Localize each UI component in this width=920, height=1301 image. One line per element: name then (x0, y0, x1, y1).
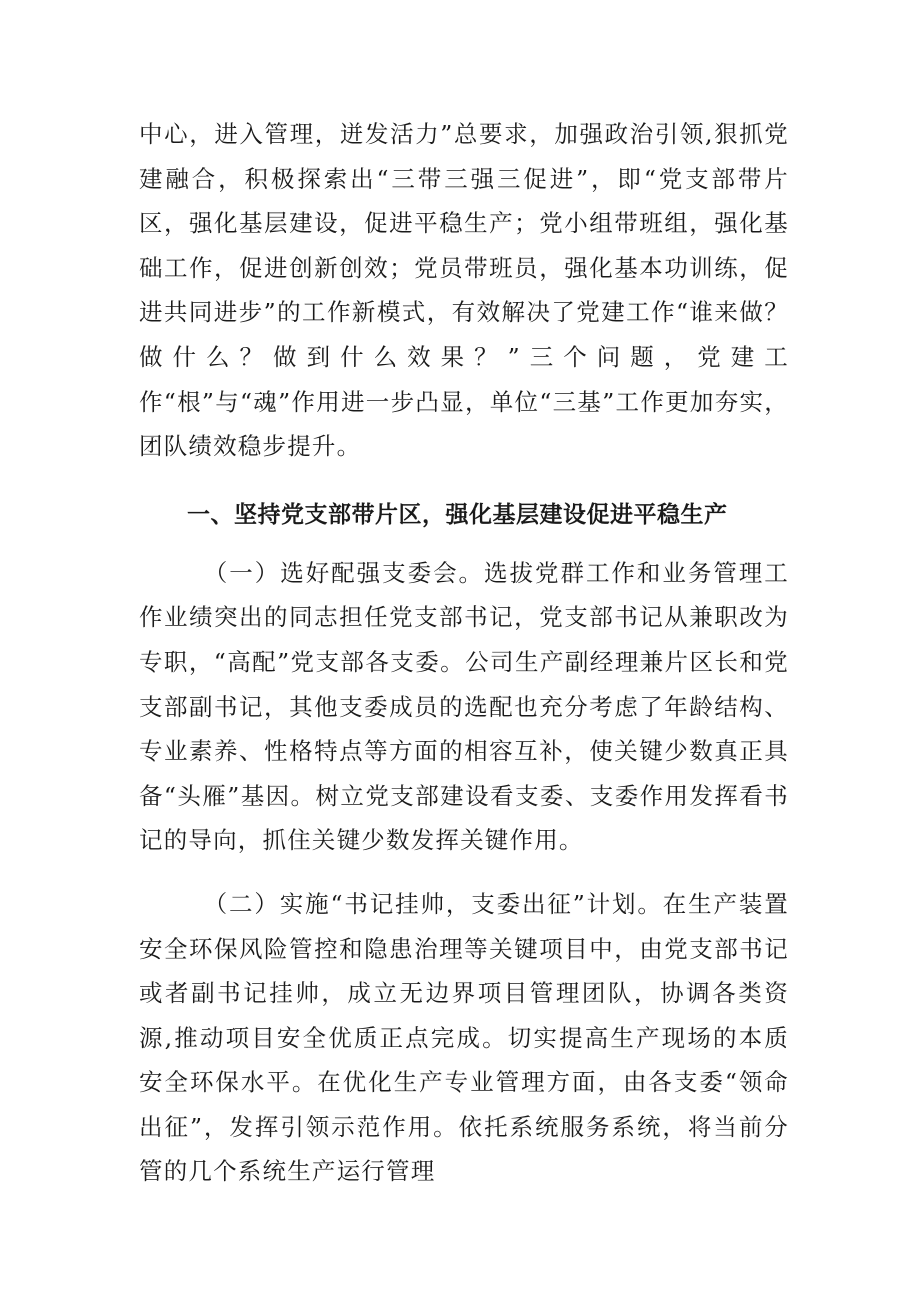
spacer (139, 863, 789, 882)
subsection-paragraph-2 (139, 882, 789, 1194)
document-body (139, 112, 789, 1194)
intro-paragraph: 中心，进入管理，迸发活力”总要求，加强政治引领,狠抓党建融合，积极探索出“三带三强三促进”，即“党支部带片区，强化基层建设，促进平稳生产；党小组带班组，强化基础工作，促进创新创效；党员带班员，强化基本功训练，促进共同进步”的工作新模式，有效解决了党建工作“谁来做？做什么？做到什么效果？”三个问题，党建工作“根”与“魂”作用进一步凸显，单位“三基”工作更加夯实，团队绩效稳步提升。 (139, 120, 789, 461)
spacer (139, 537, 789, 551)
subsection-1-text: （一）选好配强支委会。选拔党群工作和业务管理工作业绩突出的同志担任党支部书记，党支部书记从兼职改为专职，“高配”党支部各支委。公司生产副经理兼片区长和党支部副书记，其他支委成员的选配也充分考虑了年龄结构、专业素养、性格特点等方面的相容互补，使关键少数真正具备“头雁”基因。树立党支部建设看支委、支委作用发挥看书记的导向，抓住关键少数发挥关键作用。 (139, 558, 789, 855)
spacer (139, 469, 789, 493)
section-heading: 一、坚持党支部带片区，强化基层建设促进平稳生产 (187, 501, 728, 528)
subsection-paragraph-1 (139, 551, 789, 863)
subsection-2-text: （二）实施“书记挂帅，支委出征”计划。在生产装置安全环保风险管控和隐患治理等关键项目中，由党支部书记或者副书记挂帅，成立无边界项目管理团队，协调各类资源,推动项目安全优质正点完成。切实提高生产现场的本质安全环保水平。在优化生产专业管理方面，由各支委“领命出征”，发挥引领示范作用。依托系统服务系统，将当前分管的几个系统生产运行管理 (139, 889, 789, 1186)
